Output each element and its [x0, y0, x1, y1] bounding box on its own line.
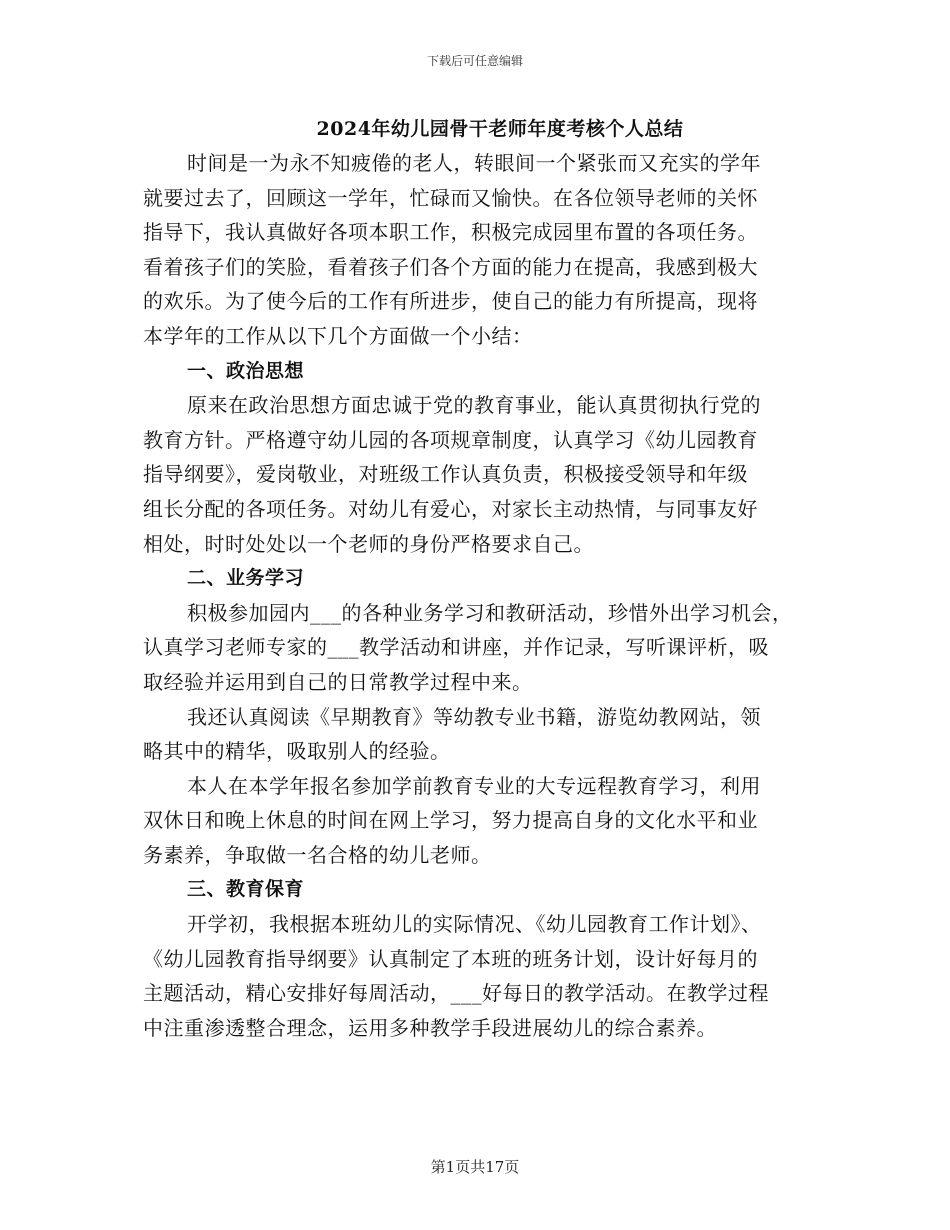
paragraph-line: 时间是一为永不知疲倦的老人，转眼间一个紧张而又充实的学年	[187, 151, 761, 175]
paragraph-line: 相处，时时处处以一个老师的身份严格要求自己。	[143, 531, 594, 556]
paragraph-line: 就要过去了，回顾这一学年，忙碌而又愉快。在各位领导老师的关怀	[143, 185, 758, 210]
paragraph-line: 我还认真阅读《早期教育》等幼教专业书籍，游览幼教网站，领	[187, 704, 761, 729]
paragraph-line: 务素养，争取做一名合格的幼儿老师。	[143, 842, 492, 867]
paragraph-line: 原来在政治思想方面忠诚于党的教育事业，能认真贯彻执行党的	[187, 393, 761, 418]
paragraph-line: 中注重渗透整合理念，运用多种教学手段进展幼儿的综合素养。	[143, 1015, 717, 1040]
section-heading: 一、政治思想	[187, 359, 305, 382]
paragraph-line: 看着孩子们的笑脸，看着孩子们各个方面的能力在提高，我感到极大	[143, 254, 758, 279]
document-title: 2024年幼儿园骨干老师年度考核个人总结	[316, 118, 684, 140]
paragraph-line: 略其中的精华，吸取别人的经验。	[143, 739, 451, 764]
paragraph-line: 认真学习老师专家的___教学活动和讲座，并作记录，写听课评析，吸	[143, 635, 769, 660]
paragraph-line: 《幼儿园教育指导纲要》认真制定了本班的班务计划，设计好每月的	[143, 946, 758, 971]
paragraph-line: 本学年的工作从以下几个方面做一个小结：	[143, 323, 533, 348]
paragraph-line: 积极参加园内___的各种业务学习和教研活动，珍惜外出学习机会，	[187, 600, 793, 625]
paragraph-line: 的欢乐。为了使今后的工作有所进步，使自己的能力有所提高，现将	[143, 289, 758, 314]
page-number-footer: 第1页共17页	[430, 1158, 520, 1176]
paragraph-line: 组长分配的各项任务。对幼儿有爱心，对家长主动热情，与同事友好	[143, 496, 758, 521]
paragraph-line: 指导下，我认真做好各项本职工作，积极完成园里布置的各项任务。	[143, 220, 758, 245]
header-note: 下载后可任意编辑	[426, 54, 523, 68]
section-heading: 三、教育保育	[187, 878, 305, 901]
paragraph-line: 教育方针。严格遵守幼儿园的各项规章制度，认真学习《幼儿园教育	[143, 427, 758, 452]
paragraph-line: 取经验并运用到自己的日常教学过程中来。	[143, 669, 533, 694]
paragraph-line: 本人在本学年报名参加学前教育专业的大专远程教育学习，利用	[187, 773, 761, 798]
paragraph-line: 主题活动，精心安排好每周活动，___好每日的教学活动。在教学过程	[143, 981, 769, 1006]
paragraph-line: 指导纲要》，爱岗敬业，对班级工作认真负责，积极接受领导和年级	[143, 462, 748, 487]
paragraph-line: 开学初，我根据本班幼儿的实际情况、《幼儿园教育工作计划》、	[187, 912, 762, 937]
paragraph-line: 双休日和晚上休息的时间在网上学习，努力提高自身的文化水平和业	[143, 808, 758, 833]
document-body	[143, 146, 813, 1045]
section-heading: 二、业务学习	[187, 567, 305, 590]
